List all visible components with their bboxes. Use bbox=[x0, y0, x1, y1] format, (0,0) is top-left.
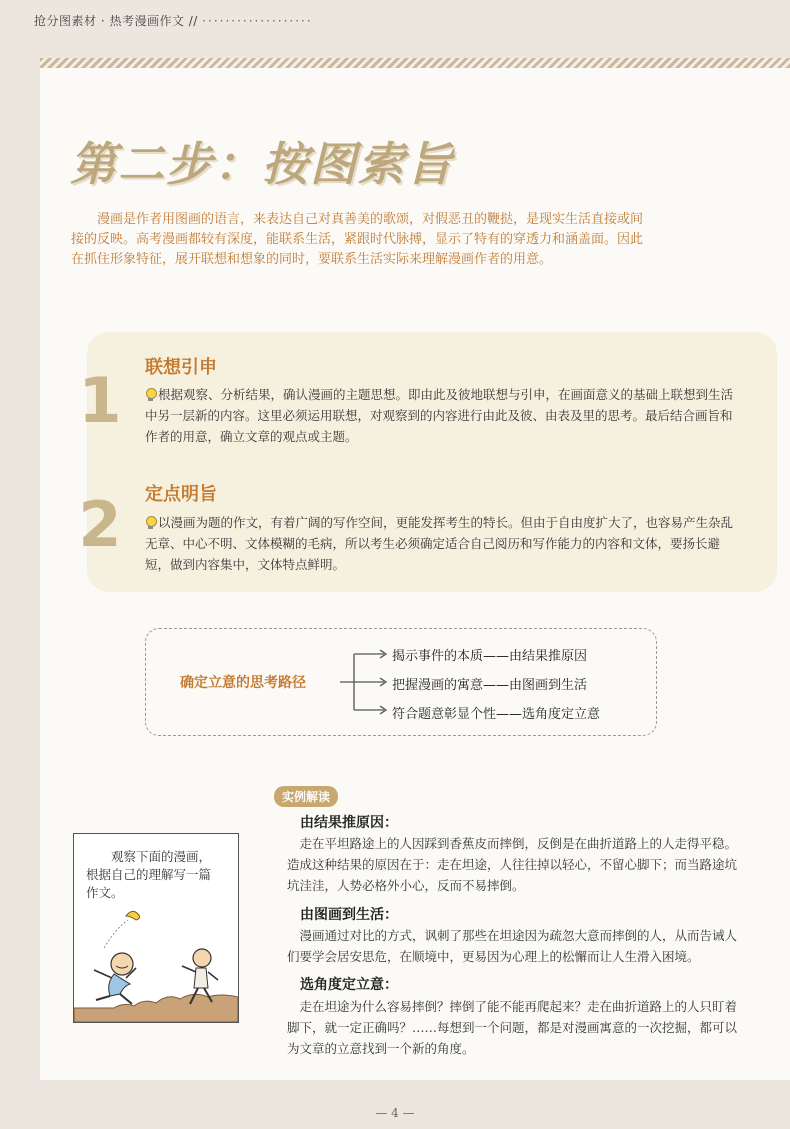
section-1-title: 联想引申 bbox=[145, 357, 217, 378]
lightbulb-icon bbox=[145, 388, 156, 401]
example-item-2-text: 漫画通过对比的方式，讽刺了那些在坦途因为疏忽大意而摔倒的人，从而告诫人们要学会居安思危，在顺境中，更易因为心理上的松懈而让人生滑入困境。 bbox=[287, 928, 738, 964]
section-2-title: 定点明旨 bbox=[145, 484, 217, 505]
cartoon-box bbox=[73, 833, 239, 1023]
intro-text: 漫画是作者用图画的语言，来表达自己对真善美的歌颂，对假恶丑的鞭挞，是现实生活直接或间接的反映。高考漫画都较有深度，能联系生活，紧跟时代脉搏，显示了特有的穿透力和涵盖面。因此在抓住形象特征，展开联想和想象的同时，要联系生活实际来理解漫画作者的用意。 bbox=[71, 212, 644, 267]
lightbulb-icon bbox=[145, 516, 156, 529]
thinking-path-branch: 揭示事件的本质——由结果推原因 bbox=[392, 649, 588, 664]
running-header bbox=[34, 12, 313, 29]
thinking-path-branch: 符合题意彰显个性——选角度定立意 bbox=[392, 707, 601, 722]
page-number: — 4 — bbox=[375, 1106, 415, 1120]
cartoon-caption-line: 作文。 bbox=[86, 885, 124, 900]
section-1-number: 1 bbox=[70, 366, 130, 436]
example-item-2-title: 由图画到生活： bbox=[300, 907, 398, 923]
cartoon-caption-line: 观察下面的漫画， bbox=[111, 849, 212, 864]
example-badge: 实例解读 bbox=[274, 786, 338, 807]
thinking-path-branch: 把握漫画的寓意——由图画到生活 bbox=[392, 678, 588, 693]
section-2-body bbox=[145, 512, 735, 575]
thinking-path-label: 确定立意的思考路径 bbox=[180, 675, 306, 691]
example-item-3-title: 选角度定立意： bbox=[300, 977, 398, 993]
branch-arrows-icon bbox=[340, 640, 400, 720]
section-2-text: 以漫画为题的作文，有着广阔的写作空间，更能发挥考生的特长。但由于自由度扩大了，也容易产生杂乱无章、中心不明、文体模糊的毛病，所以考生必须确定适合自己阅历和写作能力的内容和文体，要扬长避短，做到内容集中，文体特点鲜明。 bbox=[145, 515, 734, 572]
example-item-1-text: 走在平坦路途上的人因踩到香蕉皮而摔倒，反倒是在曲折道路上的人走得平稳。造成这种结果的原因在于：走在坦途，人往往掉以轻心，不留心脚下；而当路途坑坑洼洼，人势必格外小心，反而不易摔倒。 bbox=[287, 836, 738, 893]
banana-slip-cartoon-image bbox=[74, 904, 238, 1022]
section-1-body bbox=[145, 384, 735, 447]
section-2-number: 2 bbox=[70, 490, 130, 560]
header-dots: ··················· bbox=[202, 14, 313, 28]
running-title: 抢分图素材 · 热考漫画作文 // bbox=[34, 14, 198, 28]
example-item-3-text: 走在坦途为什么容易摔倒？摔倒了能不能再爬起来？走在曲折道路上的人只盯着脚下，就一定正确吗？……每想到一个问题，都是对漫画寓意的一次挖掘，都可以为文章的立意找到一个新的角度。 bbox=[287, 999, 738, 1056]
example-item-3-body bbox=[287, 996, 737, 1059]
section-1-text: 根据观察、分析结果，确认漫画的主题思想。即由此及彼地联想与引申，在画面意义的基础上联想到生活中另一层新的内容。这里必须运用联想，对观察到的内容进行由此及彼、由表及里的思考。最后结合画旨和作者的用意，确立文章的观点或主题。 bbox=[145, 387, 734, 444]
cartoon-caption-line: 根据自己的理解写一篇 bbox=[86, 867, 212, 882]
cartoon-caption bbox=[86, 848, 231, 902]
step-title: 第二步：按图索旨 bbox=[70, 137, 454, 191]
header-hatch-divider bbox=[40, 58, 790, 68]
example-item-2-body bbox=[287, 925, 737, 967]
example-item-1-title: 由结果推原因： bbox=[300, 815, 398, 831]
example-item-1-body bbox=[287, 833, 737, 896]
intro-paragraph bbox=[71, 210, 651, 270]
